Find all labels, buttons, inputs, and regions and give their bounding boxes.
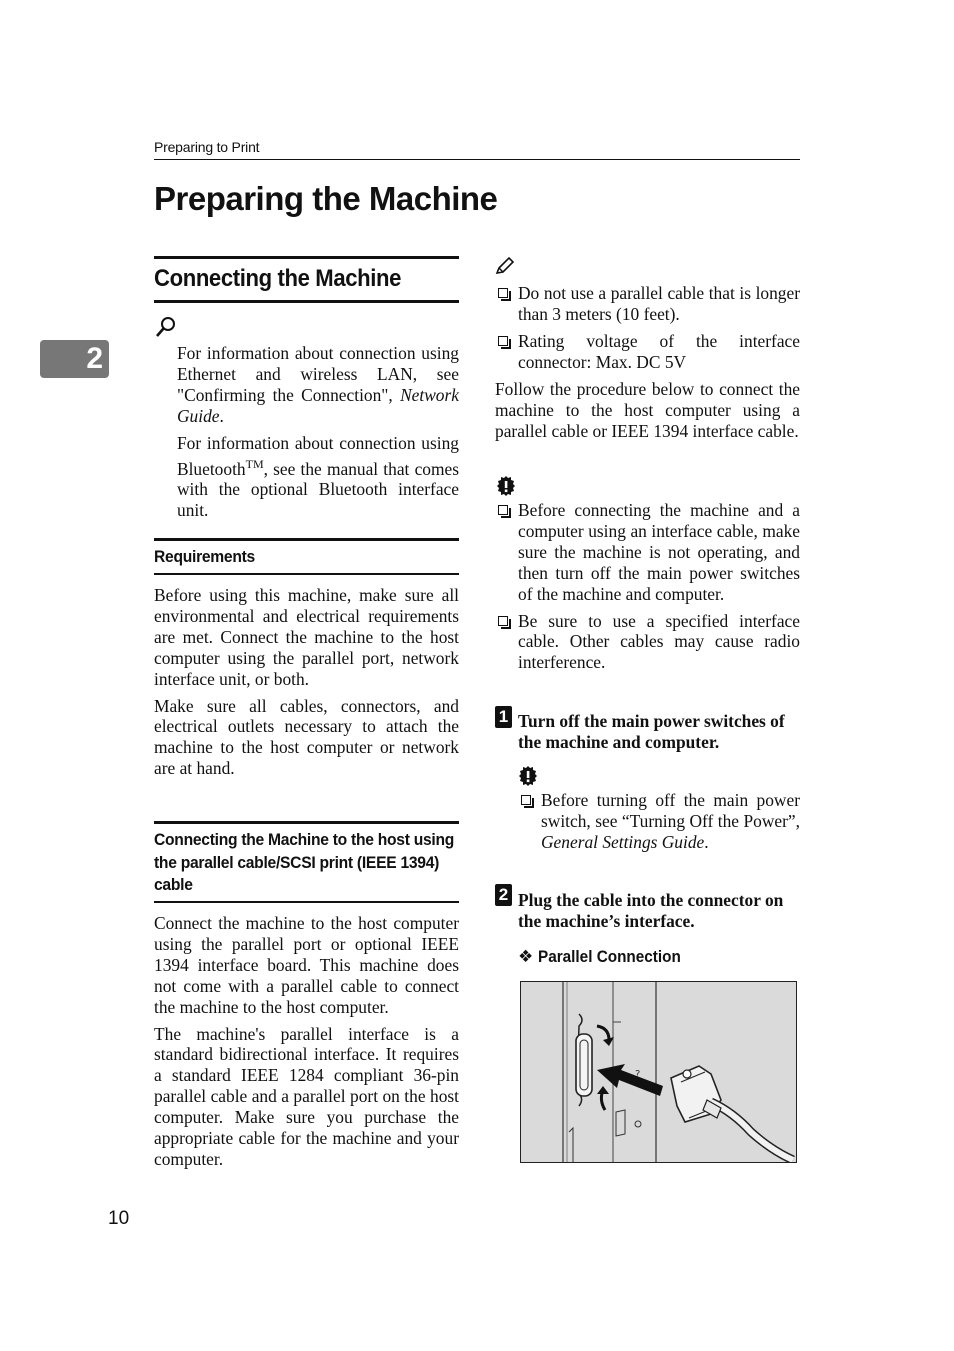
step-1-number: 1: [495, 706, 512, 728]
parallel-body: [154, 913, 459, 1176]
step-2-text: Plug the cable into the connector on the machine’s interface.: [518, 890, 784, 931]
requirements-heading: Requirements: [154, 547, 255, 566]
reference-block: [177, 343, 459, 527]
requirements-paragraph-2: Make sure all cables, connectors, and electrical outlets necessary to attach the machine to the host computer or network are at hand.: [154, 695, 459, 779]
step-1-important-icon: [519, 766, 537, 791]
page-number: 10: [108, 1208, 130, 1229]
follow-text-block: [495, 379, 800, 448]
diamond-icon: ❖: [518, 947, 534, 966]
follow-text: Follow the procedure below to connect the machine to the host computer using a parallel cable or IEEE 1394 interface cable.: [495, 379, 800, 441]
header-rule: [154, 159, 800, 160]
requirements-rule-bottom: [154, 573, 459, 575]
parallel-paragraph-2: The machine's parallel interface is a standard bidirectional interface. It requires a standard IEEE 1284 compliant 36-pin parallel cable and a parallel port on the host computer. Make sure you purchase the appropriate cable for the machine and your computer.: [154, 1023, 459, 1169]
parallel-connection-figure: [520, 981, 797, 1163]
parallel-rule-bottom: [154, 901, 459, 903]
step-2-number: 2: [495, 884, 512, 906]
notes-list: [495, 283, 800, 379]
network-guide-ref: Network Guide: [177, 384, 459, 426]
reference-paragraph-2: For information about connection using Bluetooth™, see the manual that comes with the optional Bluetooth interface unit.: [177, 432, 459, 521]
chapter-tab: 2: [40, 340, 109, 378]
note-item: Do not use a parallel cable that is longer than 3 meters (10 feet).: [495, 283, 800, 325]
note-item: Rating voltage of the interface connector: Max. DC 5V: [495, 331, 800, 373]
parallel-connection-label: ❖ Parallel Connection: [518, 947, 681, 966]
step-1-important-item: Before turning off the main power switch, see “Turning Off the Power”, General Settings Guide.: [518, 790, 800, 853]
section-rule-bottom: [154, 300, 459, 303]
running-header: Preparing to Print: [154, 139, 260, 155]
important-item: Before connecting the machine and a computer using an interface cable, make sure the machine is not operating, and then turn off the main power switches of the machine and computer.: [495, 500, 800, 605]
requirements-rule-top: [154, 538, 459, 541]
step-1-important-list: [518, 790, 800, 859]
important-item: Be sure to use a specified interface cable. Other cables may cause radio interference.: [495, 611, 800, 674]
parallel-heading: Connecting the Machine to the host using the parallel cable/SCSI print (IEEE 1394) cable: [154, 830, 455, 894]
reference-icon: [155, 316, 177, 343]
important-icon: [497, 476, 515, 501]
requirements-paragraph-1: Before using this machine, make sure all environmental and electrical requirements are met. Connect the machine to the host computer using the parallel port, network interface unit, or both.: [154, 585, 459, 689]
section-heading: Connecting the Machine: [154, 265, 402, 292]
parallel-rule-top: [154, 821, 459, 824]
important-list: [495, 500, 800, 679]
requirements-body: [154, 585, 459, 785]
svg-text:?: ?: [635, 1069, 641, 1080]
section-rule-top: [154, 256, 459, 259]
parallel-paragraph-1: Connect the machine to the host computer using the parallel port or optional IEEE 1394 interface board. This machine does not come with a parallel cable to connect the machine to the host computer.: [154, 913, 459, 1017]
reference-paragraph-1: For information about connection using Ethernet and wireless LAN, see "Confirming the Connection", Network Guide.: [177, 343, 459, 426]
page-title: Preparing the Machine: [154, 180, 498, 217]
note-pencil-icon: [495, 257, 515, 280]
step-1-text: Turn off the main power switches of the machine and computer.: [518, 711, 785, 752]
